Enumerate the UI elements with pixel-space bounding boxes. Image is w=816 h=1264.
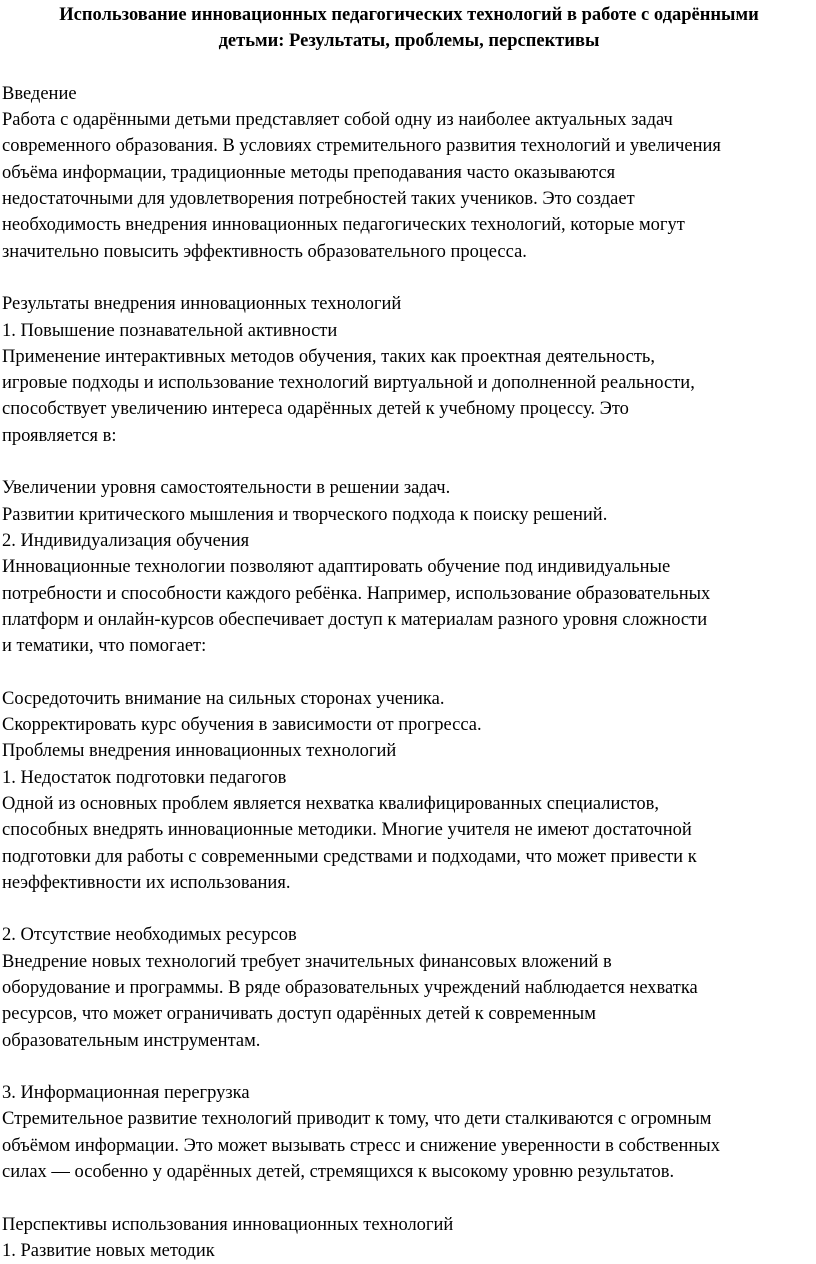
text-line: оборудование и программы. В ряде образовательных учреждений наблюдается нехватка <box>2 977 698 998</box>
text-line: 1. Недостаток подготовки педагогов <box>2 767 287 788</box>
text-line: Одной из основных проблем является нехватка квалифицированных специалистов, <box>2 793 660 814</box>
text-line: 1. Развитие новых методик <box>2 1240 215 1261</box>
text-line: 2. Отсутствие необходимых ресурсов <box>2 925 297 946</box>
text-line: игровые подходы и использование технологий виртуальной и дополненной реальности, <box>2 373 695 394</box>
text-line: современного образования. В условиях стремительного развития технологий и увеличения <box>2 136 721 157</box>
blank-line <box>2 1185 816 1211</box>
blank-line <box>2 1054 816 1080</box>
text-line: Инновационные технологии позволяют адаптировать обучение под индивидуальные <box>2 557 671 578</box>
text-line: Перспективы использования инновационных технологий <box>2 1214 454 1235</box>
blank-line <box>2 659 816 685</box>
text-line: неэффективности их использования. <box>2 872 291 893</box>
text-line: ресурсов, что может ограничивать доступ одарённых детей к современным <box>2 1004 596 1025</box>
text-line: Сосредоточить внимание на сильных сторонах ученика. <box>2 688 445 709</box>
blank-line <box>2 265 816 291</box>
text-line: объёмом информации. Это может вызывать стресс и снижение уверенности в собственных <box>2 1135 720 1156</box>
text-line: силах — особенно у одарённых детей, стремящихся к высокому уровню результатов. <box>2 1162 675 1183</box>
text-line: Скорректировать курс обучения в зависимости от прогресса. <box>2 715 482 736</box>
text-line: Внедрение новых технологий требует значительных финансовых вложений в <box>2 951 612 972</box>
text-line: способствует увеличению интереса одарённых детей к учебному процессу. Это <box>2 399 629 420</box>
text-line: подготовки для работы с современными средствами и подходами, что может привести к <box>2 846 697 867</box>
text-line: проявляется в: <box>2 425 117 446</box>
document-title-line-1: Использование инновационных педагогических технологий в работе с одарёнными <box>59 5 759 25</box>
blank-line <box>2 896 816 922</box>
text-line: платформ и онлайн-курсов обеспечивает доступ к материалам разного уровня сложности <box>2 609 708 630</box>
text-line: образовательным инструментам. <box>2 1030 261 1051</box>
text-line: Развитии критического мышления и творческого подхода к поиску решений. <box>2 504 608 525</box>
text-line: Результаты внедрения инновационных технологий <box>2 294 402 315</box>
text-line: Введение <box>2 83 77 104</box>
text-line: потребности и способности каждого ребёнка. Например, использование образовательных <box>2 583 711 604</box>
text-line: 3. Информационная перегрузка <box>2 1083 250 1104</box>
text-line: и тематики, что помогает: <box>2 636 207 657</box>
text-line: значительно повысить эффективность образовательного процесса. <box>2 241 527 262</box>
document-title-line-2: детьми: Результаты, проблемы, перспективы <box>218 31 600 52</box>
blank-line <box>2 449 816 475</box>
text-line: Работа с одарёнными детьми представляет собой одну из наиболее актуальных задач <box>2 110 673 131</box>
text-line: недостаточными для удовлетворения потребностей таких учеников. Это создает <box>2 189 635 210</box>
document-body <box>2 55 816 1264</box>
text-line: необходимость внедрения инновационных педагогических технологий, которые могут <box>2 215 685 236</box>
text-line: Проблемы внедрения инновационных технологий <box>2 741 397 762</box>
text-line: 1. Повышение познавательной активности <box>2 320 338 341</box>
text-line: объёма информации, традиционные методы преподавания часто оказываются <box>2 162 616 183</box>
text-line: 2. Индивидуализация обучения <box>2 530 250 551</box>
text-line: Применение интерактивных методов обучения, таких как проектная деятельность, <box>2 346 655 367</box>
text-line: Стремительное развитие технологий приводит к тому, что дети сталкиваются с огромным <box>2 1109 712 1130</box>
blank-line <box>2 55 816 81</box>
text-line: способных внедрять инновационные методики. Многие учителя не имеют достаточной <box>2 820 692 841</box>
text-line: Увеличении уровня самостоятельности в решении задач. <box>2 478 451 499</box>
